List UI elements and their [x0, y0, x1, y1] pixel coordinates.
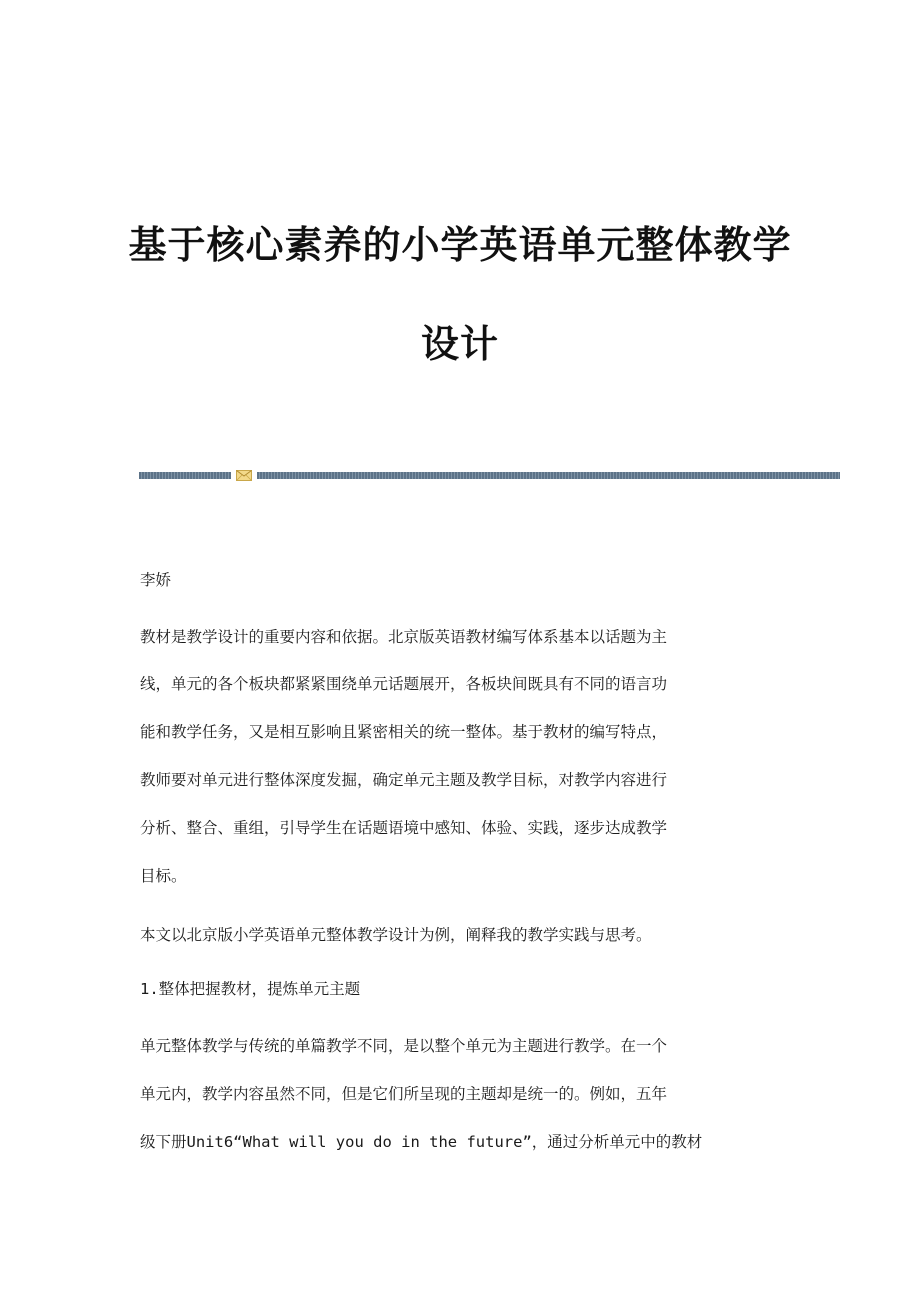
document-title-line-2: 设计	[420, 321, 499, 366]
paragraph-1-line-6: 目标。	[140, 867, 187, 885]
section-1-heading: 1.整体把握教材，提炼单元主题	[140, 980, 361, 998]
paragraph-1-line-3: 能和教学任务，又是相互影响且紧密相关的统一整体。基于教材的编写特点，	[140, 723, 668, 741]
divider-bar-left	[139, 472, 231, 479]
paragraph-3-line-1: 单元整体教学与传统的单篇教学不同，是以整个单元为主题进行教学。在一个	[140, 1037, 668, 1055]
paragraph-1-line-1: 教材是教学设计的重要内容和依据。北京版英语教材编写体系基本以话题为主	[140, 628, 668, 646]
document-title-line-1: 基于核心素养的小学英语单元整体教学	[128, 222, 792, 267]
paragraph-3-line-2: 单元内，教学内容虽然不同，但是它们所呈现的主题却是统一的。例如，五年	[140, 1085, 668, 1103]
envelope-ornament-icon	[236, 470, 252, 481]
paragraph-1-line-4: 教师要对单元进行整体深度发掘，确定单元主题及教学目标，对教学内容进行	[140, 771, 668, 789]
paragraph-2: 本文以北京版小学英语单元整体教学设计为例，阐释我的教学实践与思考。	[140, 926, 652, 944]
author-name: 李娇	[140, 571, 172, 589]
paragraph-1-line-2: 线，单元的各个板块都紧紧围绕单元话题展开，各板块间既具有不同的语言功	[140, 675, 668, 693]
title-divider	[139, 470, 840, 480]
paragraph-1-line-5: 分析、整合、重组，引导学生在话题语境中感知、体验、实践，逐步达成教学	[140, 819, 668, 837]
divider-bar-right	[257, 472, 840, 479]
paragraph-3-line-3: 级下册Unit6“What will you do in the future”，通过分析单元中的教材	[140, 1133, 703, 1151]
